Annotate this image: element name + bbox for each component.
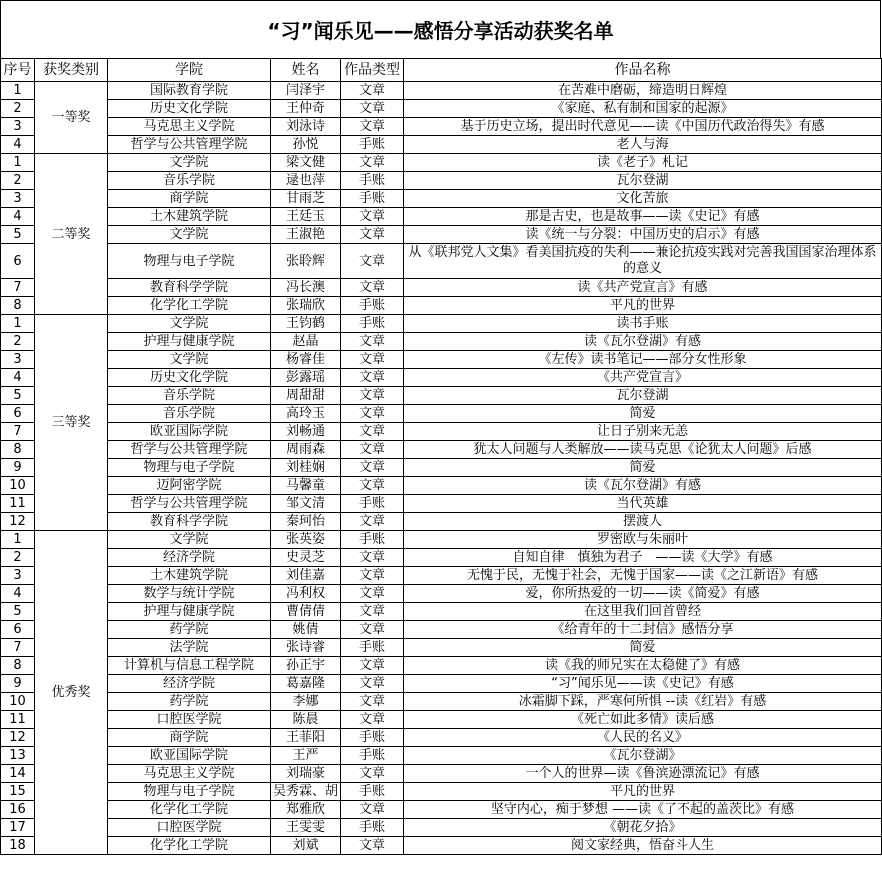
- college-cell: 口腔医学院: [108, 819, 271, 837]
- work-title-cell: 《人民的名义》: [404, 729, 882, 747]
- row-index: 5: [1, 226, 35, 244]
- work-title-cell: 读《统一与分裂：中国历史的启示》有感: [404, 226, 882, 244]
- name-cell: 彭露瑶: [271, 369, 341, 387]
- row-index: 2: [1, 549, 35, 567]
- work-type-cell: 文章: [341, 477, 404, 495]
- table-row: [1, 711, 882, 729]
- college-cell: 文学院: [108, 315, 271, 333]
- work-type-cell: 文章: [341, 675, 404, 693]
- name-cell: 刘畅通: [271, 423, 341, 441]
- work-type-cell: 手账: [341, 190, 404, 208]
- college-cell: 文学院: [108, 531, 271, 549]
- table-row: [1, 459, 882, 477]
- table-row: [1, 837, 882, 855]
- table-row: [1, 765, 882, 783]
- college-cell: 药学院: [108, 693, 271, 711]
- award-category-cell: 优秀奖: [35, 531, 108, 855]
- college-cell: 护理与健康学院: [108, 333, 271, 351]
- work-type-cell: 文章: [341, 351, 404, 369]
- table-row: [1, 621, 882, 639]
- row-index: 5: [1, 387, 35, 405]
- work-type-cell: 文章: [341, 100, 404, 118]
- work-type-cell: 文章: [341, 369, 404, 387]
- work-title-cell: 阅文家经典，悟奋斗人生: [404, 837, 882, 855]
- name-cell: 甘雨芝: [271, 190, 341, 208]
- row-index: 12: [1, 513, 35, 531]
- college-cell: 法学院: [108, 639, 271, 657]
- college-cell: 音乐学院: [108, 405, 271, 423]
- college-cell: 哲学与公共管理学院: [108, 495, 271, 513]
- work-title-cell: 罗密欧与朱丽叶: [404, 531, 882, 549]
- row-index: 10: [1, 477, 35, 495]
- table-row: [1, 226, 882, 244]
- college-cell: 经济学院: [108, 675, 271, 693]
- row-index: 7: [1, 423, 35, 441]
- table-row: [1, 315, 882, 333]
- row-index: 11: [1, 495, 35, 513]
- work-title-cell: 《家庭、私有制和国家的起源》: [404, 100, 882, 118]
- work-type-cell: 文章: [341, 801, 404, 819]
- work-type-cell: 手账: [341, 531, 404, 549]
- college-cell: 音乐学院: [108, 387, 271, 405]
- table-row: [1, 549, 882, 567]
- work-title-cell: 在苦难中磨砺，缔造明日辉煌: [404, 82, 882, 100]
- name-cell: 孙悦: [271, 136, 341, 154]
- work-title-cell: 简爱: [404, 639, 882, 657]
- work-title-cell: 《死亡如此多情》读后感: [404, 711, 882, 729]
- table-row: [1, 603, 882, 621]
- college-cell: 教育科学学院: [108, 279, 271, 297]
- header-work-title: 作品名称: [404, 59, 882, 82]
- row-index: 16: [1, 801, 35, 819]
- header-row: [1, 59, 882, 82]
- table-row: [1, 477, 882, 495]
- college-cell: 文学院: [108, 351, 271, 369]
- work-type-cell: 文章: [341, 423, 404, 441]
- work-type-cell: 文章: [341, 405, 404, 423]
- table-row: [1, 82, 882, 100]
- table-row: [1, 405, 882, 423]
- work-title-cell: “习”闻乐见——读《史记》有感: [404, 675, 882, 693]
- work-type-cell: 文章: [341, 657, 404, 675]
- row-index: 4: [1, 369, 35, 387]
- college-cell: 经济学院: [108, 549, 271, 567]
- row-index: 8: [1, 657, 35, 675]
- work-type-cell: 文章: [341, 459, 404, 477]
- work-title-cell: 《共产党宣言》: [404, 369, 882, 387]
- row-index: 5: [1, 603, 35, 621]
- work-type-cell: 文章: [341, 621, 404, 639]
- row-index: 3: [1, 118, 35, 136]
- college-cell: 欧亚国际学院: [108, 423, 271, 441]
- table-row: [1, 333, 882, 351]
- work-title-cell: 《给青年的十二封信》感悟分享: [404, 621, 882, 639]
- name-cell: 王淑艳: [271, 226, 341, 244]
- work-type-cell: 文章: [341, 244, 404, 279]
- work-type-cell: 文章: [341, 693, 404, 711]
- table-body: [1, 82, 882, 855]
- work-type-cell: 文章: [341, 118, 404, 136]
- work-title-cell: 《瓦尔登湖》: [404, 747, 882, 765]
- work-type-cell: 文章: [341, 82, 404, 100]
- college-cell: 国际教育学院: [108, 82, 271, 100]
- work-title-cell: 文化苦旅: [404, 190, 882, 208]
- name-cell: 张瑞欣: [271, 297, 341, 315]
- table-row: [1, 585, 882, 603]
- work-type-cell: 文章: [341, 279, 404, 297]
- row-index: 6: [1, 405, 35, 423]
- college-cell: 哲学与公共管理学院: [108, 136, 271, 154]
- row-index: 6: [1, 621, 35, 639]
- table-row: [1, 244, 882, 279]
- row-index: 4: [1, 585, 35, 603]
- name-cell: 郑雅欣: [271, 801, 341, 819]
- name-cell: 孙正宇: [271, 657, 341, 675]
- row-index: 3: [1, 351, 35, 369]
- college-cell: 教育科学学院: [108, 513, 271, 531]
- college-cell: 欧亚国际学院: [108, 747, 271, 765]
- table-row: [1, 190, 882, 208]
- work-type-cell: 文章: [341, 513, 404, 531]
- name-cell: 周雨森: [271, 441, 341, 459]
- college-cell: 迈阿密学院: [108, 477, 271, 495]
- college-cell: 文学院: [108, 154, 271, 172]
- table-row: [1, 495, 882, 513]
- award-category-cell: 三等奖: [35, 315, 108, 531]
- header-index: 序号: [1, 59, 35, 82]
- work-title-cell: 《朝花夕拾》: [404, 819, 882, 837]
- row-index: 2: [1, 172, 35, 190]
- name-cell: 马馨童: [271, 477, 341, 495]
- work-title-cell: 自知自律 慎独为君子 ——读《大学》有感: [404, 549, 882, 567]
- name-cell: 秦珂怡: [271, 513, 341, 531]
- work-type-cell: 文章: [341, 208, 404, 226]
- work-title-cell: 在这里我们回首曾经: [404, 603, 882, 621]
- table-row: [1, 693, 882, 711]
- row-index: 12: [1, 729, 35, 747]
- table-row: [1, 172, 882, 190]
- name-cell: 冯利权: [271, 585, 341, 603]
- name-cell: 吴秀霖、胡: [271, 783, 341, 801]
- name-cell: 王仲奇: [271, 100, 341, 118]
- work-type-cell: 文章: [341, 603, 404, 621]
- name-cell: 王钧鹤: [271, 315, 341, 333]
- work-title-cell: 无愧于民，无愧于社会，无愧于国家——读《之江新语》有感: [404, 567, 882, 585]
- table-row: [1, 657, 882, 675]
- row-index: 9: [1, 459, 35, 477]
- college-cell: 土木建筑学院: [108, 208, 271, 226]
- work-title-cell: 《左传》读书笔记——部分女性形象: [404, 351, 882, 369]
- work-type-cell: 手账: [341, 819, 404, 837]
- work-title-cell: 爱，你所热爱的一切——读《简爱》有感: [404, 585, 882, 603]
- college-cell: 音乐学院: [108, 172, 271, 190]
- table-row: [1, 567, 882, 585]
- college-cell: 化学化工学院: [108, 801, 271, 819]
- work-title-cell: 读《共产党宣言》有感: [404, 279, 882, 297]
- table-row: [1, 118, 882, 136]
- row-index: 14: [1, 765, 35, 783]
- work-title-cell: 老人与海: [404, 136, 882, 154]
- work-type-cell: 文章: [341, 765, 404, 783]
- work-type-cell: 手账: [341, 315, 404, 333]
- table-row: [1, 675, 882, 693]
- work-title-cell: 读《我的师兄实在太稳健了》有感: [404, 657, 882, 675]
- row-index: 15: [1, 783, 35, 801]
- table-row: [1, 100, 882, 118]
- work-title-cell: 那是古史，也是故事——读《史记》有感: [404, 208, 882, 226]
- college-cell: 数学与统计学院: [108, 585, 271, 603]
- work-title-cell: 平凡的世界: [404, 783, 882, 801]
- college-cell: 护理与健康学院: [108, 603, 271, 621]
- college-cell: 化学化工学院: [108, 297, 271, 315]
- row-index: 4: [1, 208, 35, 226]
- row-index: 18: [1, 837, 35, 855]
- name-cell: 高玲玉: [271, 405, 341, 423]
- work-title-cell: 读《老子》札记: [404, 154, 882, 172]
- work-type-cell: 文章: [341, 585, 404, 603]
- table-row: [1, 369, 882, 387]
- name-cell: 刘泳诗: [271, 118, 341, 136]
- sheet-title: “习”闻乐见——感悟分享活动获奖名单: [267, 19, 614, 43]
- name-cell: 王菲阳: [271, 729, 341, 747]
- row-index: 11: [1, 711, 35, 729]
- college-cell: 文学院: [108, 226, 271, 244]
- name-cell: 张诗睿: [271, 639, 341, 657]
- work-type-cell: 文章: [341, 226, 404, 244]
- name-cell: 姚倩: [271, 621, 341, 639]
- header-name: 姓名: [271, 59, 341, 82]
- row-index: 7: [1, 279, 35, 297]
- work-title-cell: 坚守内心，痴于梦想 ——读《了不起的盖茨比》有感: [404, 801, 882, 819]
- row-index: 7: [1, 639, 35, 657]
- work-title-cell: 基于历史立场，提出时代意见——读《中国历代政治得失》有感: [404, 118, 882, 136]
- work-type-cell: 手账: [341, 495, 404, 513]
- work-title-cell: 一个人的世界—读《鲁滨逊漂流记》有感: [404, 765, 882, 783]
- work-title-cell: 简爱: [404, 459, 882, 477]
- work-title-cell: 读《瓦尔登湖》有感: [404, 333, 882, 351]
- name-cell: 王廷玉: [271, 208, 341, 226]
- row-index: 1: [1, 315, 35, 333]
- name-cell: 逯也萍: [271, 172, 341, 190]
- row-index: 2: [1, 333, 35, 351]
- work-type-cell: 手账: [341, 297, 404, 315]
- work-type-cell: 手账: [341, 747, 404, 765]
- name-cell: 刘瑞豪: [271, 765, 341, 783]
- name-cell: 邹文清: [271, 495, 341, 513]
- work-title-cell: 读《瓦尔登湖》有感: [404, 477, 882, 495]
- college-cell: 物理与电子学院: [108, 459, 271, 477]
- work-type-cell: 文章: [341, 837, 404, 855]
- work-title-cell: 犹太人问题与人类解放——读马克思《论犹太人问题》后感: [404, 441, 882, 459]
- name-cell: 张英姿: [271, 531, 341, 549]
- name-cell: 杨睿佳: [271, 351, 341, 369]
- work-title-cell: 平凡的世界: [404, 297, 882, 315]
- table-row: [1, 351, 882, 369]
- work-type-cell: 文章: [341, 711, 404, 729]
- name-cell: 刘佳嘉: [271, 567, 341, 585]
- award-category-cell: 一等奖: [35, 82, 108, 154]
- award-table: [0, 58, 882, 855]
- table-row: [1, 747, 882, 765]
- table-row: [1, 154, 882, 172]
- header-college: 学院: [108, 59, 271, 82]
- row-index: 1: [1, 531, 35, 549]
- name-cell: 李娜: [271, 693, 341, 711]
- header-category: 获奖类别: [35, 59, 108, 82]
- name-cell: 陈晨: [271, 711, 341, 729]
- college-cell: 商学院: [108, 729, 271, 747]
- table-row: [1, 423, 882, 441]
- table-row: [1, 729, 882, 747]
- row-index: 13: [1, 747, 35, 765]
- college-cell: 马克思主义学院: [108, 118, 271, 136]
- name-cell: 刘桂娴: [271, 459, 341, 477]
- name-cell: 王严: [271, 747, 341, 765]
- row-index: 4: [1, 136, 35, 154]
- college-cell: 马克思主义学院: [108, 765, 271, 783]
- row-index: 8: [1, 441, 35, 459]
- college-cell: 哲学与公共管理学院: [108, 441, 271, 459]
- college-cell: 药学院: [108, 621, 271, 639]
- work-title-cell: 简爱: [404, 405, 882, 423]
- college-cell: 化学化工学院: [108, 837, 271, 855]
- name-cell: 刘斌: [271, 837, 341, 855]
- college-cell: 物理与电子学院: [108, 244, 271, 279]
- name-cell: 闫泽宇: [271, 82, 341, 100]
- work-title-cell: 让日子别来无恙: [404, 423, 882, 441]
- name-cell: 葛嘉隆: [271, 675, 341, 693]
- title-row: [0, 0, 881, 58]
- work-title-cell: 从《联邦党人文集》看美国抗疫的失利——兼论抗疫实践对完善我国国家治理体系的意义: [404, 244, 882, 279]
- name-cell: 赵晶: [271, 333, 341, 351]
- college-cell: 土木建筑学院: [108, 567, 271, 585]
- row-index: 17: [1, 819, 35, 837]
- work-type-cell: 文章: [341, 387, 404, 405]
- college-cell: 历史文化学院: [108, 369, 271, 387]
- table-row: [1, 639, 882, 657]
- work-type-cell: 手账: [341, 783, 404, 801]
- table-row: [1, 783, 882, 801]
- name-cell: 王雯雯: [271, 819, 341, 837]
- college-cell: 计算机与信息工程学院: [108, 657, 271, 675]
- row-index: 10: [1, 693, 35, 711]
- table-row: [1, 819, 882, 837]
- table-row: [1, 208, 882, 226]
- work-type-cell: 手账: [341, 136, 404, 154]
- name-cell: 张聆辉: [271, 244, 341, 279]
- header-work-type: 作品类型: [341, 59, 404, 82]
- name-cell: 史灵芝: [271, 549, 341, 567]
- award-category-cell: 二等奖: [35, 154, 108, 315]
- table-row: [1, 136, 882, 154]
- name-cell: 周甜甜: [271, 387, 341, 405]
- table-row: [1, 387, 882, 405]
- work-type-cell: 手账: [341, 172, 404, 190]
- work-type-cell: 手账: [341, 639, 404, 657]
- table-row: [1, 531, 882, 549]
- name-cell: 梁文健: [271, 154, 341, 172]
- name-cell: 曹倩倩: [271, 603, 341, 621]
- work-title-cell: 瓦尔登湖: [404, 387, 882, 405]
- name-cell: 冯长澳: [271, 279, 341, 297]
- row-index: 3: [1, 190, 35, 208]
- row-index: 1: [1, 82, 35, 100]
- college-cell: 口腔医学院: [108, 711, 271, 729]
- work-title-cell: 冰霜脚下踩，严寒何所惧 --读《红岩》有感: [404, 693, 882, 711]
- work-type-cell: 手账: [341, 729, 404, 747]
- work-type-cell: 文章: [341, 154, 404, 172]
- row-index: 6: [1, 244, 35, 279]
- work-type-cell: 文章: [341, 333, 404, 351]
- work-type-cell: 文章: [341, 549, 404, 567]
- work-title-cell: 摆渡人: [404, 513, 882, 531]
- work-title-cell: 读书手账: [404, 315, 882, 333]
- table-row: [1, 801, 882, 819]
- work-type-cell: 文章: [341, 441, 404, 459]
- college-cell: 物理与电子学院: [108, 783, 271, 801]
- work-type-cell: 文章: [341, 567, 404, 585]
- college-cell: 历史文化学院: [108, 100, 271, 118]
- college-cell: 商学院: [108, 190, 271, 208]
- table-row: [1, 297, 882, 315]
- row-index: 9: [1, 675, 35, 693]
- table-row: [1, 279, 882, 297]
- row-index: 8: [1, 297, 35, 315]
- work-title-cell: 当代英雄: [404, 495, 882, 513]
- row-index: 1: [1, 154, 35, 172]
- row-index: 3: [1, 567, 35, 585]
- table-row: [1, 513, 882, 531]
- row-index: 2: [1, 100, 35, 118]
- table-row: [1, 441, 882, 459]
- work-title-cell: 瓦尔登湖: [404, 172, 882, 190]
